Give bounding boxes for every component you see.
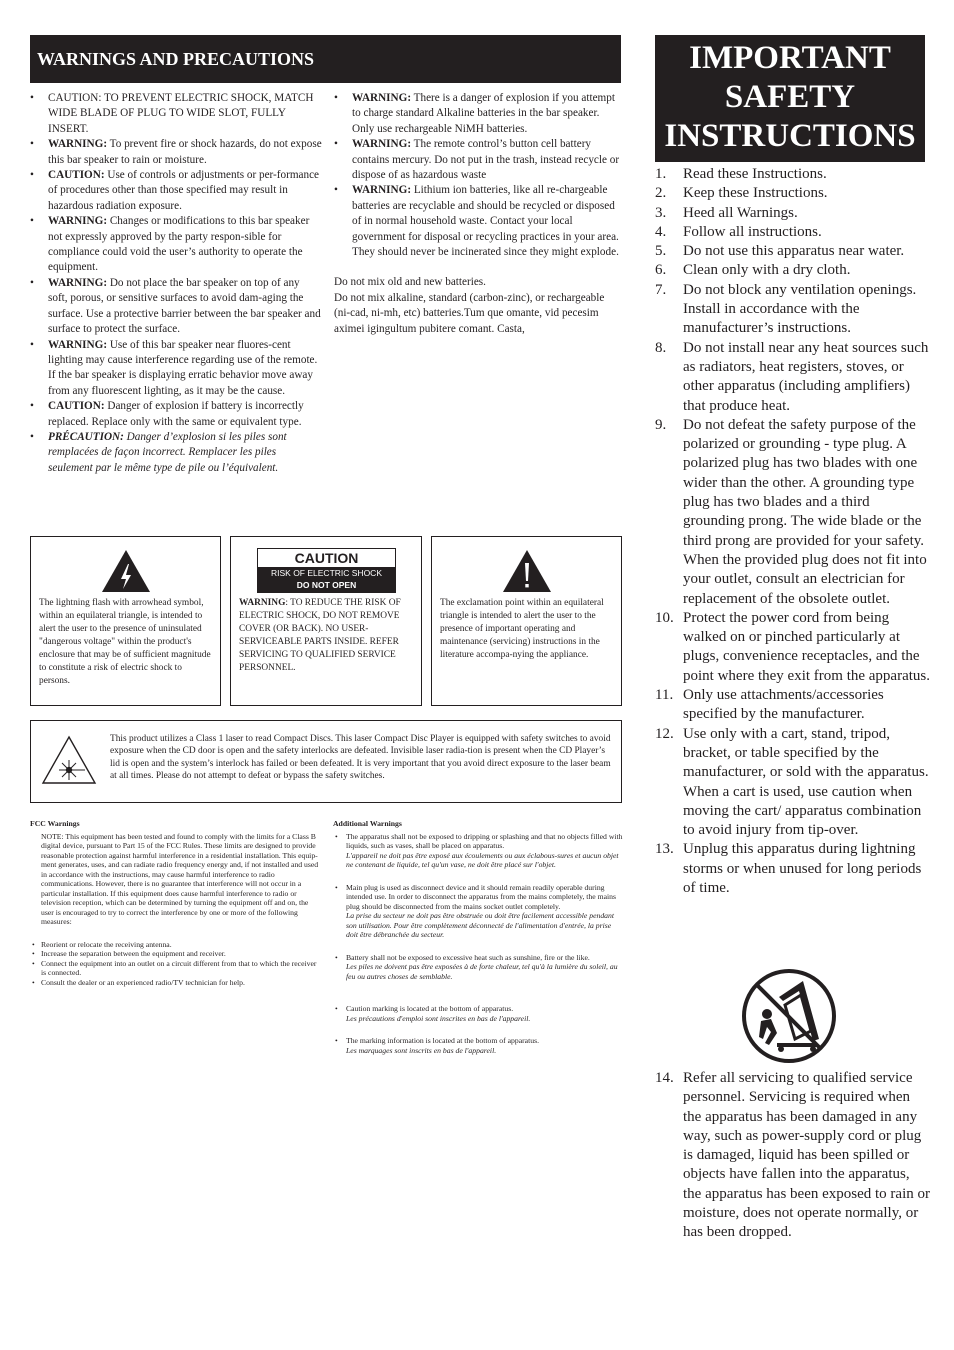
exclamation-warning-icon [501,548,553,594]
warning-item [30,338,322,400]
warning-item [30,168,322,214]
instruction-text: Heed all Warnings. [683,204,798,221]
instruction-item [655,416,930,609]
instruction-text: Use only with a cart, stand, tripod, bracket, or table specified by the manufacturer, or sold with the apparatus. When a cart is used, use caution when moving the cart/ apparatus combination to avoid injury from tip-over. [683,725,929,839]
warnings-header: WARNINGS AND PRECAUTIONS [30,35,621,83]
warning-item [30,214,322,276]
exclamation-symbol-box [431,536,622,706]
warning-item [30,399,322,430]
laser-notice-text: This product utilizes a Class 1 laser to read Compact Discs. This laser Compact Disc Player is equipped with safety switches to avoid exposure when the CD door is open and the safety interlocks are defeated. Invisible laser radia-tion is present when the CD Player’s lid is open and the system’s interlock has failed or been defeated. It is very important that you avoid direct exposure to the laser beam at all times. Please do not attempt to defeat or bypass the safety switches. [110,734,611,782]
warnings-list-2 [334,91,621,260]
cart-warning-icon [741,969,837,1063]
instruction-text: Do not defeat the safety purpose of the polarized or grounding - type plug. A polarized plug has two blades with one wider than the other. A grounding type plug has two blades and a third grounding prong. The wide blade or the third prong are provided for your safety. When the provided plug does not fit into your outlet, consult an electrician for replacement of the obsolete outlet. [683,416,927,607]
instruction-number: 14. [655,1070,674,1086]
warning-label: WARNING: [48,215,108,228]
instruction-number: 8. [655,339,667,356]
warning-text: Danger d’explosion si les piles sont remplacées de façon incorrect. Remplacer les piles seulement par le même type de pile ou l’équivalent. [48,430,287,474]
instruction-item [655,840,930,898]
additional-title: Additional Warnings [333,819,402,828]
instruction-item [655,204,930,223]
fcc-measure-item: • Reorient or relocate the receiving antenna. [30,940,320,950]
important-safety-header: IMPORTANT SAFETY INSTRUCTIONS [655,35,925,162]
warning-text: Do not place the bar speaker on top of any soft, porous, or sensitive surfaces to avoid dam-aging the surface. Use a protective barrier between the bar speaker and surface to protect the surface. [48,276,321,336]
warning-text: Use of controls or adjustments or per-formance of procedures other than those specified may result in hazardous radiation exposure. [48,169,320,212]
instruction-number: 2. [655,185,667,202]
warning-item [30,276,322,338]
warning-text: Use of this bar speaker near fluores-cent lighting may cause interference regarding use of the remote. If the bar speaker is displaying erratic behavior move away from any fluorescent lighting, as it may be the cause. [48,338,318,397]
instruction-number: 10. [655,609,674,626]
instruction-number: 12. [655,725,674,742]
warnings-column-2 [334,91,621,337]
instruction-item [655,184,930,203]
warning-text-fr: Les marquages sont inscrits en bas de l'appareil. [346,1045,497,1055]
exclamation-description: The exclamation point within an equilateral triangle is intended to alert the user to the presence of important operating and maintenance (servicing) instructions in the literature accompa-nying the appliance. [440,598,604,660]
additional-warnings-list [333,832,623,1056]
warning-item [334,91,621,137]
lightning-symbol-box [30,536,221,706]
caution-symbol-box [230,536,422,706]
instruction-item [655,261,930,280]
instruction-text: Do not install near any heat sources such as radiators, heat registers, stoves, or other apparatus (including amplifiers) that produce heat. [683,339,929,414]
instruction-number: 1. [655,166,667,182]
fcc-measures-list [30,940,320,988]
warning-label: WARNING: [48,138,108,151]
warning-label: WARNING: [48,276,108,289]
warning-text-en: • Battery shall not be exposed to excessive heat such as sunshine, fire or the like. [346,952,590,962]
instruction-item [655,223,930,242]
warning-text-en: • Main plug is used as disconnect device and it should remain readily operable during intended use. In order to disconnect the apparatus from the mains completely, the mains plug should be disconnected from the mains socket outlet completely. [346,882,616,911]
warnings-column-1 [30,91,322,476]
fcc-measure-item: • Increase the separation between the equipment and receiver. [30,949,320,959]
warning-text-fr: Les précautions d'emploi sont inscrites en bas de l'appareil. [346,1013,531,1023]
lightning-warning-icon [100,548,152,594]
warning-text: There is a danger of explosion if you attempt to charge standard Alkaline batteries in the bar speaker. Only use rechargeable NiMH batteries. [352,92,615,135]
warning-text: The remote control’s button cell battery contains mercury. Do not put in the trash, instead recycle or dispose of as hazardous waste [352,138,620,182]
instruction-number: 5. [655,243,667,260]
instruction-item [655,242,930,261]
instruction-item-14 [655,1069,930,1243]
instructions-list [655,165,930,898]
warning-label: WARNING: [352,184,412,197]
warning-text: CAUTION: TO PREVENT ELECTRIC SHOCK, MATCH WIDE BLADE OF PLUG TO WIDE SLOT, FULLY INSERT. [48,92,314,135]
additional-warning-item [333,1036,623,1055]
warning-item [30,137,322,168]
warning-text: Lithium ion batteries, like all re-chargeable batteries are recyclable and should be recycled or disposed of in normal household waste. Contact your local government for disposal or recycling practices in your area. They should never be incinerated since they might explode. [352,184,619,259]
instruction-number: 3. [655,204,667,221]
battery-note-1: Do not mix old and new batteries. [334,276,486,289]
caution-label-title: CAUTION [258,549,395,567]
warning-item [30,91,322,137]
caution-warning-label: WARNING [239,598,286,608]
warning-label: WARNING: [352,138,412,151]
instruction-number: 4. [655,223,667,240]
instruction-text: Keep these Instructions. [683,185,828,202]
additional-warning-item [333,953,623,982]
fcc-measure-item: • Connect the equipment into an outlet on a circuit different from that to which the receiver is connected. [30,959,320,978]
laser-notice-box [30,720,622,803]
warning-text-en: • Caution marking is located at the bottom of apparatus. [346,1004,514,1013]
warning-label: WARNING: [48,338,108,351]
instruction-text: Unplug this apparatus during lightning storms or when unused for long periods of time. [683,841,922,896]
instruction-item [655,339,930,416]
additional-warning-item [333,832,623,870]
fcc-measure-item: • Consult the dealer or an experienced radio/TV technician for help. [30,978,320,988]
instruction-number: 13. [655,841,674,858]
instruction-text: Follow all instructions. [683,223,822,240]
additional-warnings [333,819,623,1055]
warning-text: Danger of explosion if battery is incorrectly replaced. Replace only with the same or equivalent type. [48,400,304,428]
instruction-item [655,609,930,686]
battery-note-2: Do not mix alkaline, standard (carbon-zinc), or rechargeable (ni-cad, ni-mh, etc) batteries.Tum que omante, vid pecesim aximei igingultum pubitere comant. Casta, [334,291,605,335]
laser-radiation-icon [41,735,97,785]
instruction-number: 6. [655,262,667,279]
instruction-text: Do not use this apparatus near water. [683,243,905,260]
instruction-item [655,165,930,184]
instruction-item [655,281,930,339]
warning-item [30,430,322,476]
additional-warning-item [333,1004,623,1023]
instruction-number: 11. [655,687,674,704]
warning-text-fr: L'appareil ne doit pas être exposé aux écoulements ou aux éclabous-sures et aucun objet ne contenant de liquide, tel qu'un vase, ne doit être placé sur l'objet. [346,850,619,869]
instruction-text: Refer all servicing to qualified service personnel. Servicing is required when the apparatus has been damaged in any way, such as power-supply cord or plug is damaged, liquid has been spilled or objects have fallen into the apparatus, the apparatus has been exposed to rain or moisture, does not operate normally, or has been dropped. [683,1070,930,1241]
warning-label: CAUTION: [48,400,105,413]
instruction-item [655,686,930,725]
fcc-warnings [30,819,320,987]
caution-warning-text: : TO REDUCE THE RISK OF ELECTRIC SHOCK, DO NOT REMOVE COVER (OR BACK). NO USER-SERVICEABLE PARTS INSIDE. REFER SERVICING TO QUALIFIED SERVICE PERSONNEL. [239,598,401,673]
instruction-item [655,725,930,841]
warning-label: WARNING: [352,92,412,104]
warning-text-en: • The apparatus shall not be exposed to dripping or splashing and that no objects filled with liquids, such as vases, shall be placed on apparatus. [346,831,623,850]
warning-text: To prevent fire or shock hazards, do not expose this bar speaker to rain or moisture. [48,138,322,166]
instruction-number: 7. [655,281,667,298]
instruction-text: Protect the power cord from being walked on or pinched particularly at plugs, convenience receptacles, and the point where they exit from the apparatus. [683,609,931,684]
warning-text-fr: La prise du secteur ne doit pas être obstruée ou doit être facilement accessible pendant son utilisation. Pour être complètement déconnecté de l'alimentation d'entrée, la prise doit être débranchée du secteur. [346,911,615,939]
warning-text-fr: Les piles ne doivent pas être exposées à de forte chaleur, tel qu'à la lumière du soleil, au feu ou autres choses de semblable. [346,962,618,981]
warning-text: Changes or modifications to this bar speaker not expressly approved by the party respon-sible for compliance could void the user’s authority to operate the equipment. [48,215,310,274]
caution-label-line1: RISK OF ELECTRIC SHOCK [271,568,382,578]
instruction-text: Read these Instructions. [683,166,827,182]
fcc-title: FCC Warnings [30,819,80,828]
instruction-number: 9. [655,416,667,433]
warning-label: CAUTION: [48,169,105,182]
warning-label: PRÉCAUTION: [48,430,124,443]
warning-text-en: • The marking information is located at the bottom of apparatus. [346,1036,539,1045]
warnings-list-1 [30,91,322,476]
lightning-description: The lightning flash with arrowhead symbol, within an equilateral triangle, is intended to alert the user to the presence of uninsulated "dangerous voltage" within the product's enclosure that may be of sufficient magnitude to constitute a risk of electric shock to persons. [39,598,211,686]
instruction-text: Do not block any ventilation openings. Install in accordance with the manufacturer’s instructions. [683,281,917,337]
fcc-note: NOTE: This equipment has been tested and found to comply with the limits for a Class B digital device, pursuant to Part 15 of the FCC Rules. These limits are designed to provide reasonable protection against harmful interference in a residential installation. This equip-ment generates, uses, and can radiate radio frequency energy and, if not installed and used in accordance with the instructions, may cause harmful interference to radio communications. However, there is no guarantee that interference will not occur in a particular installation. If this equipment does cause harmful interference to radio or television reception, which can be determined by turning the equipment off and on, the user is encouraged to try to correct the interference by one or more of the following measures: [41,831,319,926]
caution-description [239,597,415,675]
instruction-text: Only use attachments/accessories specified by the manufacturer. [683,687,884,723]
caution-label [257,548,396,593]
warning-item [334,137,621,183]
warning-item [334,183,621,260]
instruction-text: Clean only with a dry cloth. [683,262,851,279]
caution-label-line2: DO NOT OPEN [296,580,357,590]
additional-warning-item [333,883,623,940]
